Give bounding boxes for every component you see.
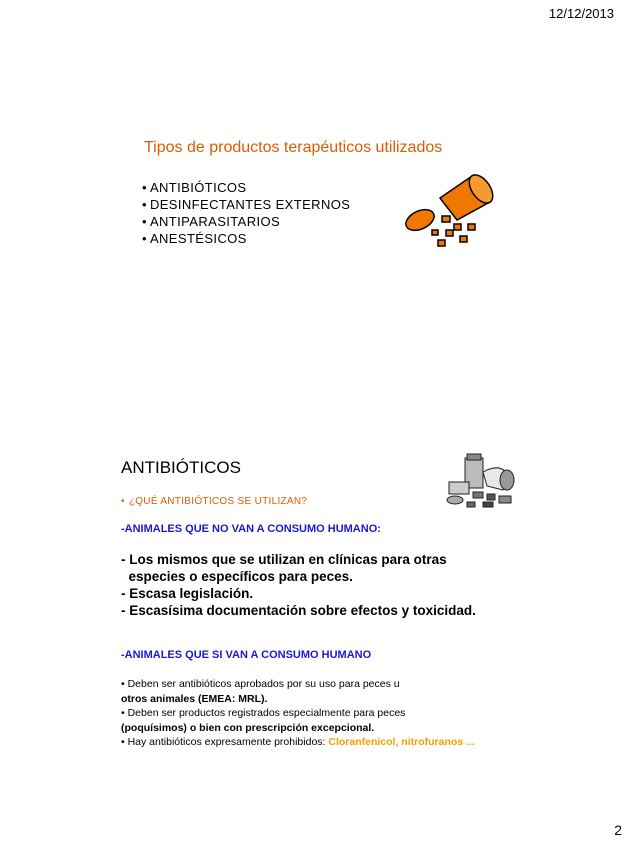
list-item: - Los mismos que se utilizan en clínicas para otras [121, 552, 447, 567]
slide2-points-human [121, 677, 481, 750]
list-item: - Escasísima documentación sobre efectos y toxicidad. [121, 603, 476, 618]
point-text: • Hay antibióticos expresamente prohibidos: [121, 736, 329, 748]
list-item [121, 735, 481, 750]
page-number: 2 [614, 822, 622, 838]
slide2-points-non-human [121, 551, 476, 619]
list-item: especies o específicos para peces. [121, 569, 353, 584]
point-text: • Deben ser antibióticos aprobados por su uso para peces u [121, 678, 400, 690]
slide2-heading-non-human: -ANIMALES QUE NO VAN A CONSUMO HUMANO: [121, 523, 381, 535]
list-item [121, 706, 481, 735]
slide1-list [142, 179, 350, 247]
slide2-title: ANTIBIÓTICOS [121, 458, 241, 477]
slide2-heading-human: -ANIMALES QUE SI VAN A CONSUMO HUMANO [121, 649, 372, 661]
point-text: • Deben ser productos registrados especialmente para peces [121, 707, 406, 719]
pharmacy-items-icon [443, 452, 523, 512]
list-item: • ANTIBIÓTICOS [142, 179, 350, 196]
pill-bottle-icon [402, 168, 512, 258]
list-item: • DESINFECTANTES EXTERNOS [142, 196, 350, 213]
slide1-title: Tipos de productos terapéuticos utilizados [144, 139, 443, 156]
list-item: • ANTIPARASITARIOS [142, 213, 350, 230]
point-text-bold: otros animales (EMEA: MRL). [121, 692, 268, 705]
slide2-question: • ¿QUÉ ANTIBIÓTICOS SE UTILIZAN? [121, 496, 307, 507]
list-item: • ANESTÉSICOS [142, 230, 350, 247]
list-item [121, 677, 481, 706]
list-item: - Escasa legislación. [121, 586, 254, 601]
prohibited-antibiotics: Cloranfenicol, nitrofuranos ... [328, 736, 475, 748]
slide-date: 12/12/2013 [548, 6, 614, 21]
point-text-bold: (poquísimos) o bien con prescripción excepcional. [121, 721, 375, 734]
